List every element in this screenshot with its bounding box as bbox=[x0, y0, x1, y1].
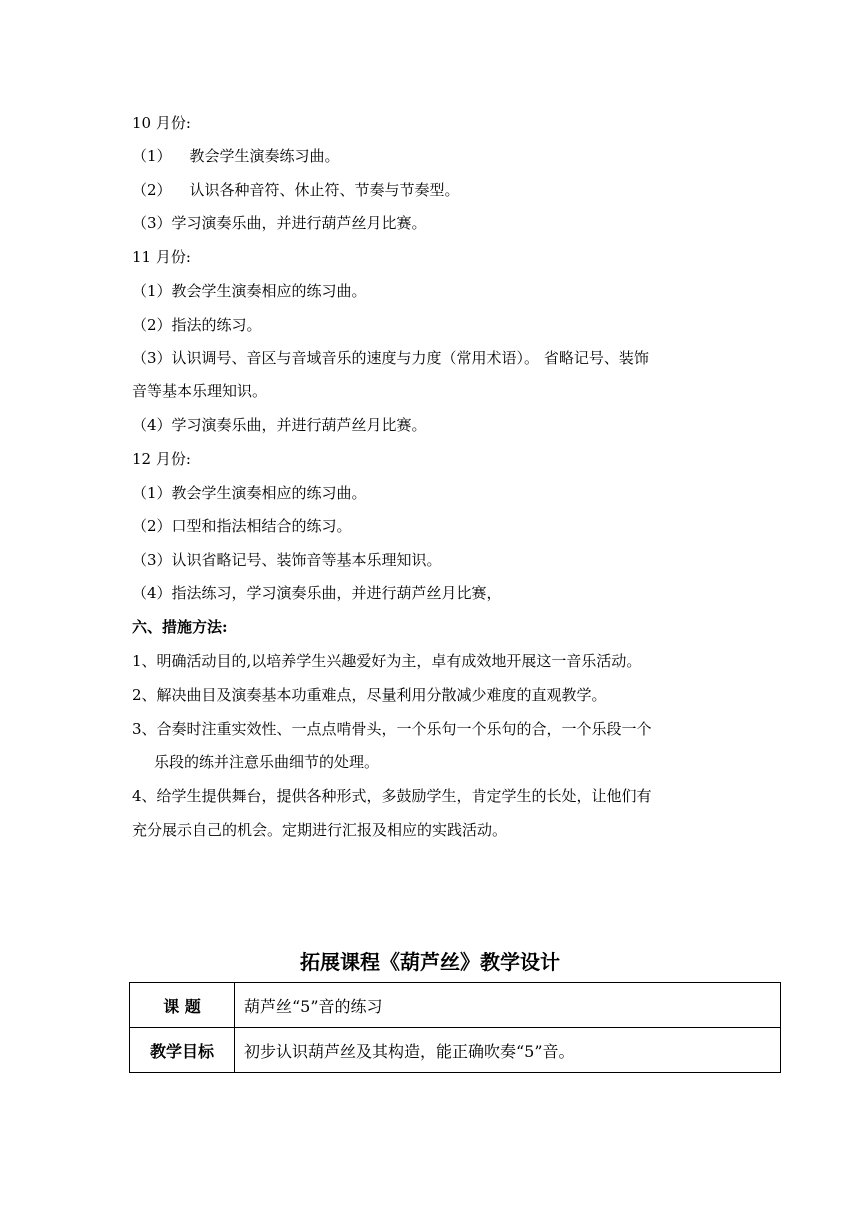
item-number: （1） bbox=[132, 147, 172, 165]
december-heading: 12 月份: bbox=[132, 450, 191, 468]
december-item-4: （4）指法练习，学习演奏乐曲，并进行葫芦丝月比赛， bbox=[132, 584, 502, 602]
november-item-4: （4）学习演奏乐曲，并进行葫芦丝月比赛。 bbox=[132, 416, 427, 434]
november-item-2: （2）指法的练习。 bbox=[132, 316, 262, 334]
november-item-3: （3）认识调号、音区与音域音乐的速度与力度（常用术语）。 省略记号、装饰 bbox=[132, 349, 649, 367]
october-item-3 bbox=[132, 213, 732, 233]
measures-heading: 六、措施方法: bbox=[132, 618, 228, 636]
measure-2: 2、解决曲目及演奏基本功重难点，尽量利用分散减少难度的直观教学。 bbox=[132, 686, 607, 704]
row-value-topic: 葫芦丝“5”音的练习 bbox=[235, 983, 781, 1028]
item-number: （3） bbox=[132, 214, 172, 232]
november-item-1: （1）教会学生演奏相应的练习曲。 bbox=[132, 282, 367, 300]
measure-1: 1、明确活动目的,以培养学生兴趣爱好为主，卓有成效地开展这一音乐活动。 bbox=[132, 652, 642, 670]
item-text: 认识各种音符、休止符、节奏与节奏型。 bbox=[189, 181, 460, 199]
design-title: 拓展课程《葫芦丝》教学设计 bbox=[300, 950, 560, 974]
november-heading: 11 月份: bbox=[132, 248, 191, 266]
measure-3-cont: 乐段的练并注意乐曲细节的处理。 bbox=[154, 753, 380, 771]
measure-4: 4、给学生提供舞台，提供各种形式，多鼓励学生，肯定学生的长处，让他们有 bbox=[132, 787, 652, 805]
row-label-objective: 教学目标 bbox=[130, 1028, 235, 1073]
measure-4-cont: 充分展示自己的机会。定期进行汇报及相应的实践活动。 bbox=[132, 821, 508, 839]
teaching-design-table bbox=[129, 982, 781, 1073]
october-heading: 10 月份: bbox=[132, 114, 191, 132]
row-label-topic: 课 题 bbox=[130, 983, 235, 1028]
december-item-2: （2）口型和指法相结合的练习。 bbox=[132, 517, 352, 535]
item-text: 学习演奏乐曲，并进行葫芦丝月比赛。 bbox=[171, 214, 427, 232]
october-item-2 bbox=[132, 180, 732, 200]
measure-3: 3、合奏时注重实效性、一点点啃骨头，一个乐句一个乐句的合，一个乐段一个 bbox=[132, 720, 652, 738]
item-number: （2） bbox=[132, 181, 172, 199]
row-value-objective: 初步认识葫芦丝及其构造，能正确吹奏“5”音。 bbox=[235, 1028, 781, 1073]
october-item-1 bbox=[132, 146, 732, 166]
table-row bbox=[130, 1028, 781, 1073]
november-item-3-cont: 音等基本乐理知识。 bbox=[132, 382, 268, 400]
item-text: 教会学生演奏练习曲。 bbox=[189, 147, 340, 165]
december-item-1: （1）教会学生演奏相应的练习曲。 bbox=[132, 484, 367, 502]
table-row bbox=[130, 983, 781, 1028]
december-item-3: （3）认识省略记号、装饰音等基本乐理知识。 bbox=[132, 551, 442, 569]
